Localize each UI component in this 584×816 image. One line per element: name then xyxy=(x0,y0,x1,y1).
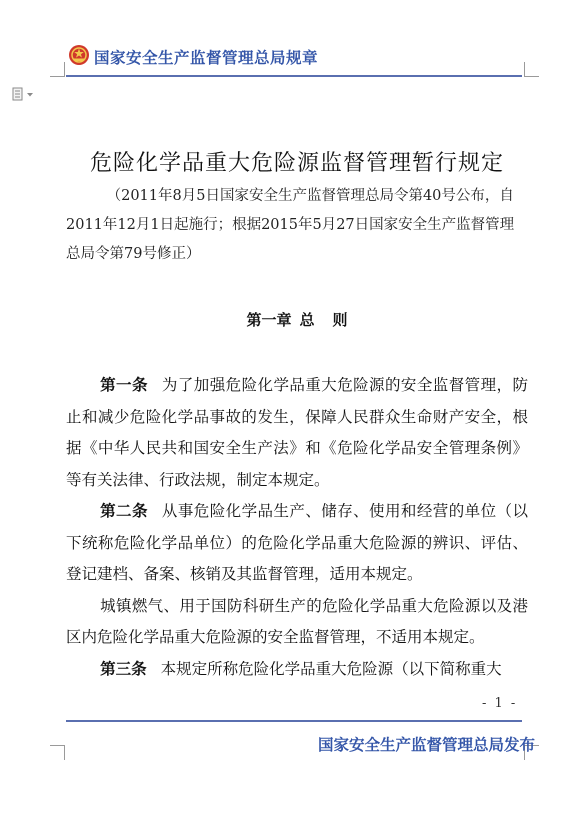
article-label: 第一条 xyxy=(100,376,148,394)
crop-mark-top-right xyxy=(524,62,539,77)
article-paragraph xyxy=(66,370,528,496)
article-text: 从事危险化学品生产、储存、使用和经营的单位（以下统称危险化学品单位）的危险化学品重大危险源的辨识、评估、登记建档、备案、核销及其监督管理，适用本规定。 xyxy=(66,502,528,583)
chapter-title-part1: 总 xyxy=(299,311,315,329)
article-label: 第二条 xyxy=(100,502,148,520)
chapter-heading xyxy=(66,309,528,330)
document-body xyxy=(66,370,528,685)
page-header xyxy=(66,40,522,80)
article-text: 为了加强危险化学品重大危险源的安全监督管理，防止和减少危险化学品事故的发生，保障人民群众生命财产安全，根据《中华人民共和国安全生产法》和《危险化学品安全管理条例》等有关法律、行政法规，制定本规定。 xyxy=(66,376,528,489)
national-emblem-icon xyxy=(68,44,90,66)
article-paragraph xyxy=(66,591,528,654)
header-title: 国家安全生产监督管理总局规章 xyxy=(94,49,319,67)
crop-mark-bottom-left xyxy=(50,745,65,760)
header-rule xyxy=(66,75,522,77)
document-subtitle: （2011年8月5日国家安全生产监督管理总局令第40号公布，自2011年12月1日起施行；根据2015年5月27日国家安全生产监督管理总局令第79号修正） xyxy=(66,188,515,262)
article-text: 城镇燃气、用于国防科研生产的危险化学品重大危险源以及港区内危险化学品重大危险源的安全监督管理，不适用本规定。 xyxy=(66,596,528,646)
document-title: 危险化学品重大危险源监督管理暂行规定 xyxy=(89,151,504,176)
article-paragraph xyxy=(66,496,528,591)
article-label: 第三条 xyxy=(100,659,147,678)
page-number: - 1 - xyxy=(482,696,518,711)
chapter-number: 第一章 xyxy=(246,311,292,329)
article-text: 本规定所称危险化学品重大危险源（以下简称重大 xyxy=(160,659,502,678)
article-paragraph xyxy=(66,654,528,686)
crop-mark-top-left xyxy=(50,62,65,77)
footer-rule xyxy=(66,720,522,722)
footer-title: 国家安全生产监督管理总局发布 xyxy=(318,736,536,754)
document-outline-icon[interactable] xyxy=(12,87,36,101)
chapter-title-part2: 则 xyxy=(332,311,348,329)
